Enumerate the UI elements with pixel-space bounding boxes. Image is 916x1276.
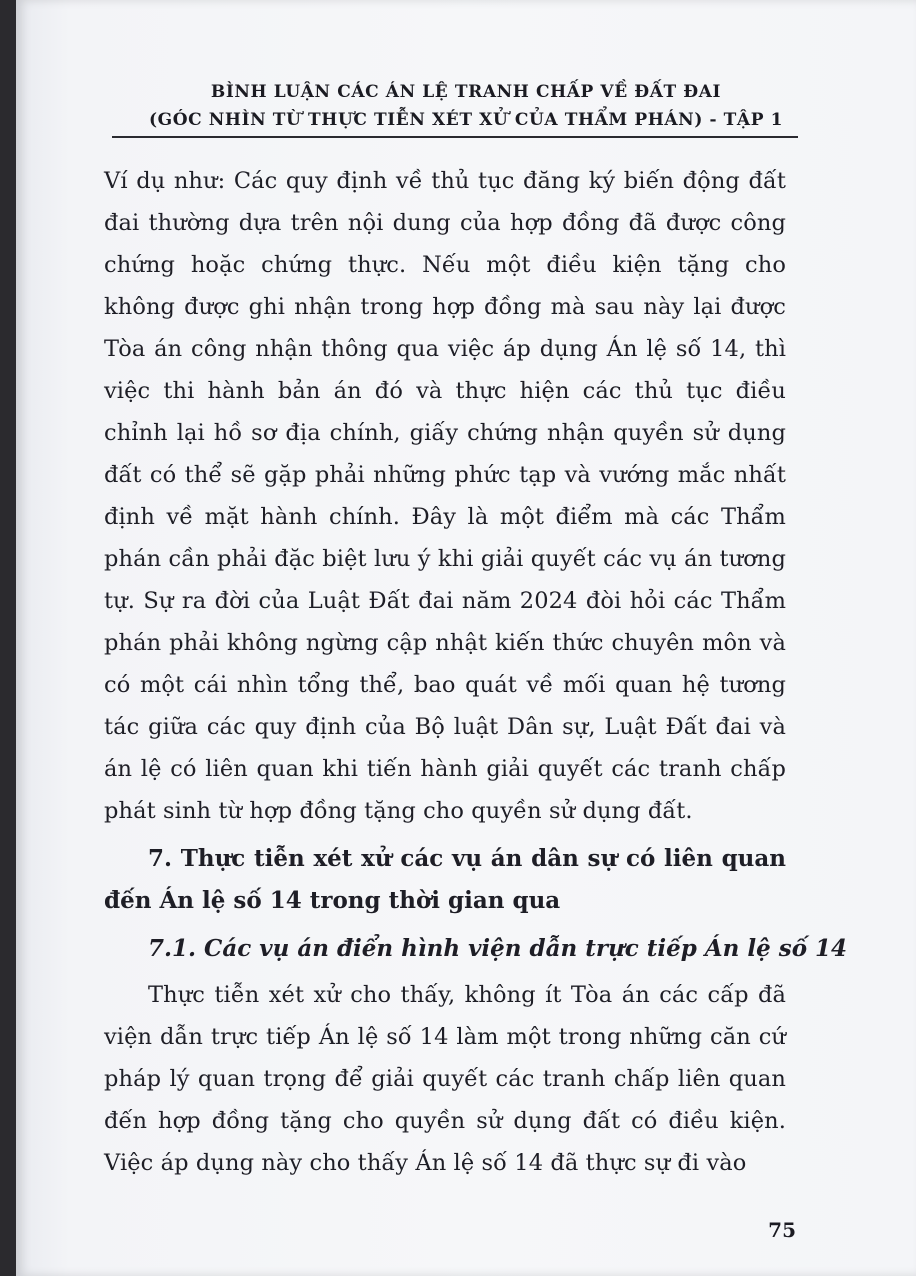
page-number: 75 bbox=[768, 1218, 796, 1242]
body-paragraph-1: Ví dụ như: Các quy định về thủ tục đăng ký biến động đất đai thường dựa trên nội dung của hợp đồng đã được công chứng hoặc chứng thực. Nếu một điều kiện tặng cho không được ghi nhận trong hợp đồng mà sau này lại được Tòa án công nhận thông qua việc áp dụng Án lệ số 14, thì việc thi hành bản án đó và thực hiện các thủ tục điều chỉnh lại hồ sơ địa chính, giấy chứng nhận quyền sử dụng đất có thể sẽ gặp phải những phức tạp và vướng mắc nhất định về mặt hành chính. Đây là một điểm mà các Thẩm phán cần phải đặc biệt lưu ý khi giải quyết các vụ án tương tự. Sự ra đời của Luật Đất đai năm 2024 đòi hỏi các Thẩm phán phải không ngừng cập nhật kiến thức chuyên môn và có một cái nhìn tổng thể, bao quát về mối quan hệ tương tác giữa các quy định của Bộ luật Dân sự, Luật Đất đai và án lệ có liên quan khi tiến hành giải quyết các tranh chấp phát sinh từ hợp đồng tặng cho quyền sử dụng đất. bbox=[104, 168, 786, 824]
header-line-2: (GÓC NHÌN TỪ THỰC TIỄN XÉT XỬ CỦA THẨM PHÁN) - TẬP 1 bbox=[148, 110, 784, 130]
subsection-heading: 7.1. Các vụ án điển hình viện dẫn trực tiếp Án lệ số 14 bbox=[148, 935, 848, 962]
book-page bbox=[16, 0, 916, 1276]
page-body bbox=[104, 160, 848, 1184]
header-divider bbox=[112, 136, 798, 138]
body-paragraph-2: Thực tiễn xét xử cho thấy, không ít Tòa án các cấp đã viện dẫn trực tiếp Án lệ số 14 làm một trong những căn cứ pháp lý quan trọng để giải quyết các tranh chấp liên quan đến hợp đồng tặng cho quyền sử dụng đất có điều kiện. Việc áp dụng này cho thấy Án lệ số 14 đã thực sự đi vào bbox=[104, 982, 786, 1176]
section-heading: 7. Thực tiễn xét xử các vụ án dân sự có liên quan đến Án lệ số 14 trong thời gian qua bbox=[104, 845, 786, 914]
header-line-1: BÌNH LUẬN CÁC ÁN LỆ TRANH CHẤP VỀ ĐẤT ĐAI bbox=[210, 82, 722, 102]
running-header bbox=[116, 78, 816, 134]
